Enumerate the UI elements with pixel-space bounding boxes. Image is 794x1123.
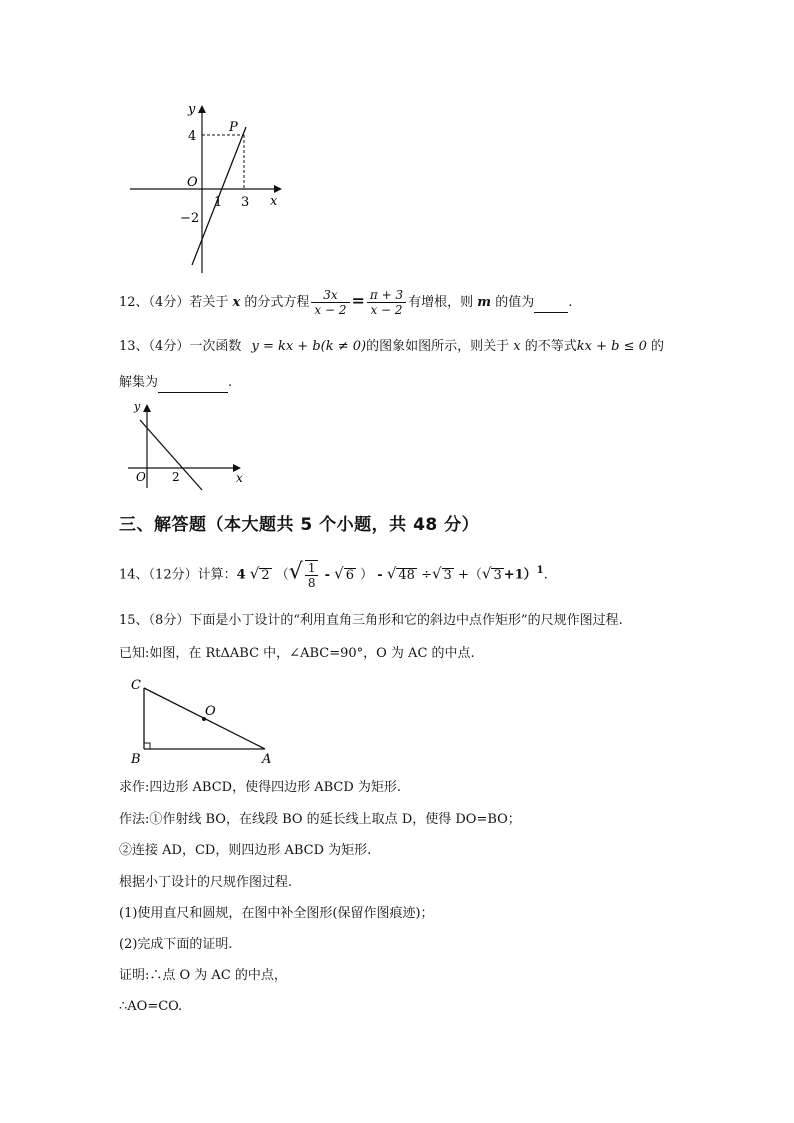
graph2-tick-2: 2	[172, 470, 180, 484]
graph2-y-label: y	[134, 400, 141, 413]
q14-paren-open: （	[275, 567, 289, 583]
q14-radical-icon-3b: √	[481, 564, 492, 583]
graph-2	[120, 398, 250, 493]
graph1-tick-neg2: −2	[180, 211, 200, 226]
q14-plus: +（	[457, 567, 482, 583]
q14-end: .	[543, 567, 548, 583]
q12-score: 、（4分）	[135, 295, 190, 310]
graph1-tick-4: 4	[188, 129, 197, 144]
section-3-title: 三、解答题（本大题共 5 个小题，共 48 分）	[119, 515, 480, 535]
question-13-line1	[119, 338, 664, 356]
q12-number: 12	[119, 295, 136, 310]
q14-frac-num: 1	[305, 561, 319, 576]
q14-sqrt-fraction	[305, 560, 319, 590]
graph1-point-label: P	[229, 120, 238, 135]
triangle-figure	[125, 674, 280, 769]
q14-minus-1: -	[324, 567, 330, 583]
q14-sqrt-3: 3	[443, 567, 452, 583]
q14-number: 14	[119, 567, 136, 583]
x-axis-arrow-icon	[274, 185, 282, 193]
label-o: O	[205, 704, 216, 719]
y-axis-arrow-icon	[198, 105, 206, 113]
q13-line2: 解集为	[119, 375, 159, 390]
q14-frac-den: 8	[307, 576, 316, 590]
graph1-tick-1: 1	[214, 195, 223, 210]
q12-answer-blank[interactable]	[534, 294, 568, 313]
q15-method-1: 作法:①作射线 BO，在线段 BO 的延长线上取点 D，使得 DO=BO；	[119, 812, 521, 827]
q15-part-1: (1)使用直尺和圆规，在图中补全图形(保留作图痕迹)；	[119, 906, 434, 921]
q15-given: 已知:如图，在 RtΔABC 中，∠ABC=90°，O 为 AC 的中点.	[119, 646, 475, 661]
q14-radical-icon-48: √	[386, 564, 397, 583]
q12-text-a: 若关于	[189, 295, 229, 310]
graph1-y-label: y	[188, 102, 196, 117]
q12-frac1-num: 3x	[311, 288, 349, 303]
graph-1	[120, 95, 295, 280]
question-14	[119, 560, 548, 590]
q13-text-a: 的图象如图所示，则关于	[366, 339, 510, 354]
question-13-line2	[119, 374, 232, 393]
graph1-x-label: x	[270, 194, 278, 209]
q15-method-2: ②连接 AD，CD，则四边形 ABCD 为矩形.	[119, 843, 372, 858]
q12-end: .	[568, 295, 573, 310]
q15-intro: 下面是小丁设计的“利用直角三角形和它的斜边中点作矩形”的尺规作图过程.	[189, 613, 623, 628]
label-a: A	[262, 752, 272, 767]
q13-end: .	[228, 375, 233, 390]
q12-text-d: 的值为	[495, 295, 535, 310]
function-line	[140, 420, 202, 490]
q14-sqrt-3b: 3	[493, 567, 502, 583]
question-15-intro	[119, 612, 623, 630]
q12-var-x: x	[232, 295, 241, 310]
q12-frac2-num: π + 3	[367, 288, 406, 303]
q14-paren-close: ）	[360, 567, 374, 583]
q13-var-x: x	[513, 339, 521, 354]
graph2-origin-label: O	[136, 470, 146, 484]
q15-number: 15	[119, 613, 136, 628]
q14-sqrt-48: 48	[398, 567, 415, 583]
q13-answer-blank[interactable]	[158, 374, 228, 393]
q14-minus-2: -	[377, 567, 383, 583]
y-axis-arrow-icon	[143, 404, 151, 412]
q14-plus1: +1）	[503, 567, 537, 583]
label-b: B	[131, 752, 141, 767]
graph1-tick-3: 3	[241, 195, 250, 210]
q15-proof-2: ∴AO=CO.	[119, 999, 183, 1014]
q14-radical-icon-6: √	[334, 564, 344, 583]
q14-coef: 4	[236, 567, 246, 583]
right-angle-mark	[144, 743, 150, 749]
q12-frac2-den: x − 2	[370, 303, 403, 317]
q14-div: ÷	[421, 567, 432, 583]
graph1-origin-label: O	[187, 175, 198, 190]
q14-sqrt-2: 2	[261, 567, 270, 583]
q14-score: 、（12分）计算：	[135, 567, 237, 583]
q14-radical-icon: √	[249, 564, 260, 583]
q15-part-2: (2)完成下面的证明.	[119, 937, 233, 952]
q14-exponent: 1	[536, 565, 544, 577]
q13-text-b: 的不等式	[524, 339, 577, 354]
q15-according: 根据小丁设计的尺规作图过程.	[119, 875, 293, 890]
q12-var-m: m	[477, 295, 492, 310]
q13-number: 13	[119, 339, 136, 354]
q12-fraction-2	[367, 288, 406, 317]
q15-proof-1: 证明:∴点 O 为 AC 的中点，	[119, 968, 287, 983]
q13-inequality: kx + b ≤ 0	[576, 339, 647, 354]
q12-frac1-den: x − 2	[314, 303, 347, 317]
label-c: C	[131, 678, 141, 693]
question-12	[119, 288, 572, 317]
q12-text-c: 有增根，则	[408, 295, 474, 310]
q15-task: 求作:四边形 ABCD，使得四边形 ABCD 为矩形.	[119, 780, 402, 795]
q12-equals: =	[351, 291, 365, 310]
q14-radical-icon-big: √	[288, 559, 303, 585]
graph2-x-label: x	[236, 471, 243, 485]
q13-formula: y = kx + b(k ≠ 0)	[251, 339, 367, 354]
q13-score: 、（4分）一次函数	[135, 339, 242, 354]
q14-sqrt-6: 6	[345, 567, 354, 583]
q13-text-c: 的	[651, 339, 665, 354]
q12-text-b: 的分式方程	[244, 295, 310, 310]
q12-fraction-1	[311, 288, 349, 317]
q14-radical-icon-3: √	[431, 564, 442, 583]
q15-score: 、（8分）	[135, 613, 190, 628]
